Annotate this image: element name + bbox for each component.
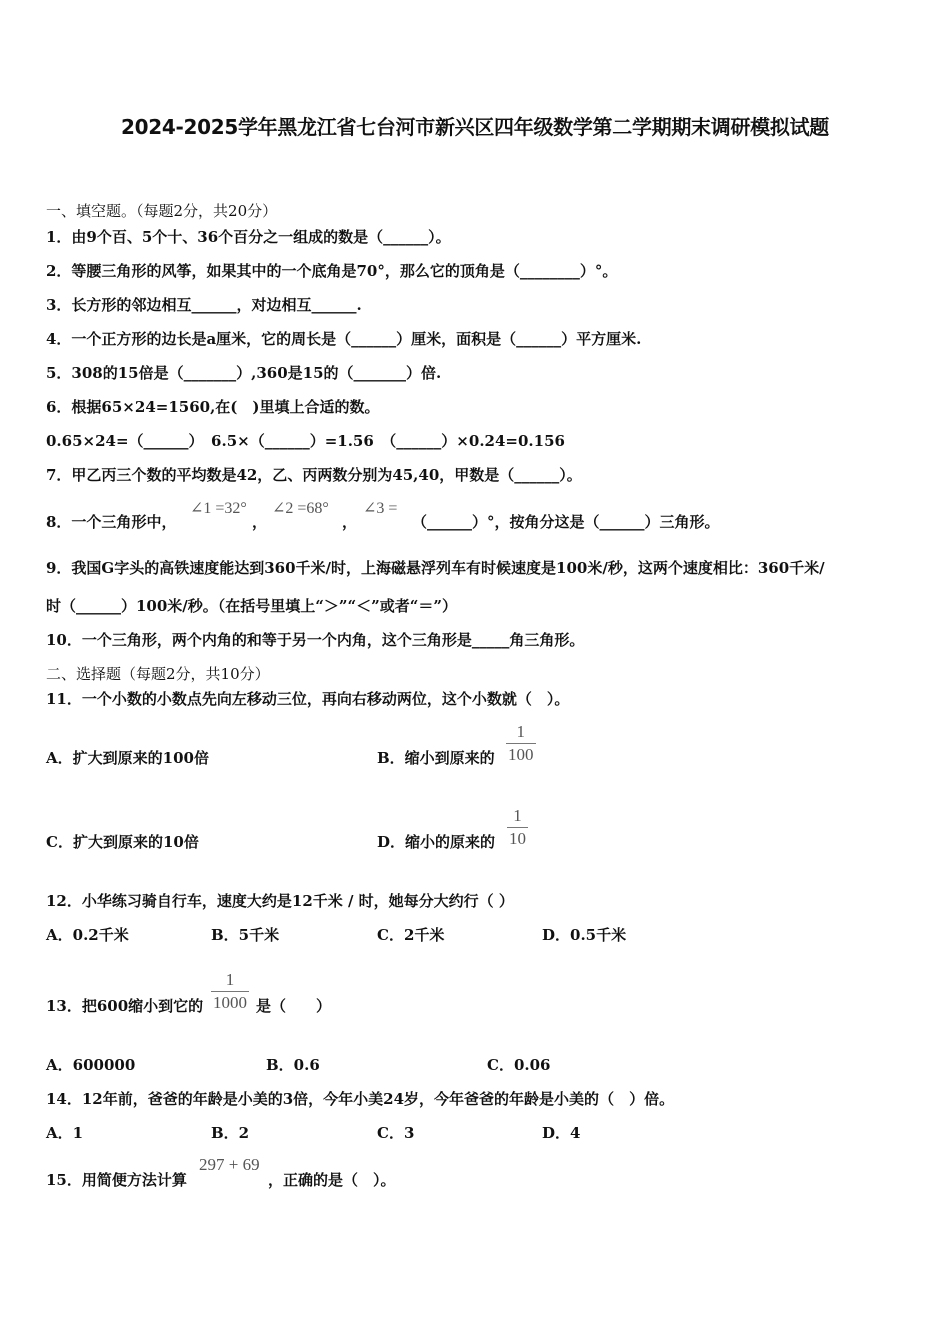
question-15-prefix: 15．用简便方法计算 [46, 1171, 187, 1189]
question-12-option-c: C．2千米 [377, 926, 445, 944]
fraction-numerator: 1 [516, 722, 525, 741]
question-14: 14．12年前，爸爸的年龄是小美的3倍，今年小美24岁，今年爸爸的年龄是小美的（ ）倍。 [46, 1090, 675, 1108]
question-11-option-c: C．扩大到原来的10倍 [46, 833, 199, 851]
question-15-expression: 297 + 69 [199, 1155, 260, 1174]
question-13-option-c: C．0.06 [487, 1056, 551, 1074]
question-12: 12．小华练习骑自行车，速度大约是12千米 / 时，她每分大约行（ ） [46, 892, 514, 910]
question-11-option-b-fraction [506, 722, 536, 765]
fraction-denominator: 10 [509, 829, 526, 848]
question-8-suffix: （______）°，按角分这是（______）三角形。 [412, 513, 720, 531]
question-6: 6．根据65×24=1560,在( )里填上合适的数。 [46, 398, 380, 416]
question-13-option-b: B．0.6 [266, 1056, 320, 1074]
question-11: 11．一个小数的小数点先向左移动三位，再向右移动两位，这个小数就（ ）。 [46, 690, 570, 708]
question-14-option-a: A．1 [46, 1124, 84, 1142]
section-fill-blank-heading: 一、填空题。（每题2分，共20分） [46, 202, 278, 220]
question-8-angle-2: ∠2 =68° [272, 500, 329, 517]
question-5: 5．308的15倍是（_______）,360是15的（_______）倍. [46, 364, 442, 382]
page-title: 2024-2025学年黑龙江省七台河市新兴区四年级数学第二学期期末调研模拟试题 [121, 115, 829, 139]
question-2: 2．等腰三角形的风筝，如果其中的一个底角是70°，那么它的顶角是（________）°。 [46, 262, 618, 280]
question-4: 4．一个正方形的边长是a厘米，它的周长是（______）厘米，面积是（______）平方厘米. [46, 330, 642, 348]
question-12-option-a: A．0.2千米 [46, 926, 129, 944]
question-11-option-a: A．扩大到原来的100倍 [46, 749, 209, 767]
question-8-prefix: 8．一个三角形中， [46, 513, 177, 531]
question-14-option-c: C．3 [377, 1124, 415, 1142]
question-3: 3．长方形的邻边相互______，对边相互______. [46, 296, 362, 314]
question-14-option-b: B．2 [211, 1124, 250, 1142]
question-7: 7．甲乙丙三个数的平均数是42，乙、丙两数分别为45,40，甲数是（______）。 [46, 466, 582, 484]
question-13-fraction [211, 970, 249, 1013]
question-8-angle-1: ∠1 =32° [190, 500, 247, 517]
fraction-denominator: 100 [508, 745, 534, 764]
question-11-option-d-fraction [507, 806, 528, 849]
question-8-separator-1: ， [252, 513, 268, 531]
question-11-option-d: D．缩小的原来的 [377, 833, 496, 851]
question-15-suffix: ，正确的是（ ）。 [268, 1171, 396, 1189]
question-6-subitems: 0.65×24=（______） 6.5×（______）=1.56 （______）×0.24=0.156 [46, 432, 565, 450]
question-1: 1．由9个百、5个十、36个百分之一组成的数是（______）。 [46, 228, 451, 246]
question-12-option-d: D．0.5千米 [542, 926, 627, 944]
question-12-option-b: B．5千米 [211, 926, 280, 944]
section-choice-heading: 二、选择题（每题2分，共10分） [46, 665, 270, 683]
fraction-denominator: 1000 [213, 993, 247, 1012]
question-9-line-1: 9．我国G字头的高铁速度能达到360千米/时，上海磁悬浮列车有时候速度是100米/秒，这两个速度相比：360千米/ [46, 559, 825, 577]
question-13-suffix: 是（ ） [256, 997, 332, 1015]
question-13-prefix: 13．把600缩小到它的 [46, 997, 204, 1015]
fraction-numerator: 1 [225, 970, 235, 989]
fraction-numerator: 1 [513, 806, 522, 825]
question-10: 10．一个三角形，两个内角的和等于另一个内角，这个三角形是_____角三角形。 [46, 631, 585, 649]
question-9-line-2: 时（______）100米/秒。（在括号里填上“＞”“＜”或者“＝”） [46, 597, 458, 615]
question-13-option-a: A．600000 [46, 1056, 136, 1074]
question-11-option-b: B．缩小到原来的 [377, 749, 495, 767]
question-14-option-d: D．4 [542, 1124, 581, 1142]
question-8-separator-2: ， [342, 513, 358, 531]
question-8-angle-3: ∠3 = [363, 500, 398, 517]
